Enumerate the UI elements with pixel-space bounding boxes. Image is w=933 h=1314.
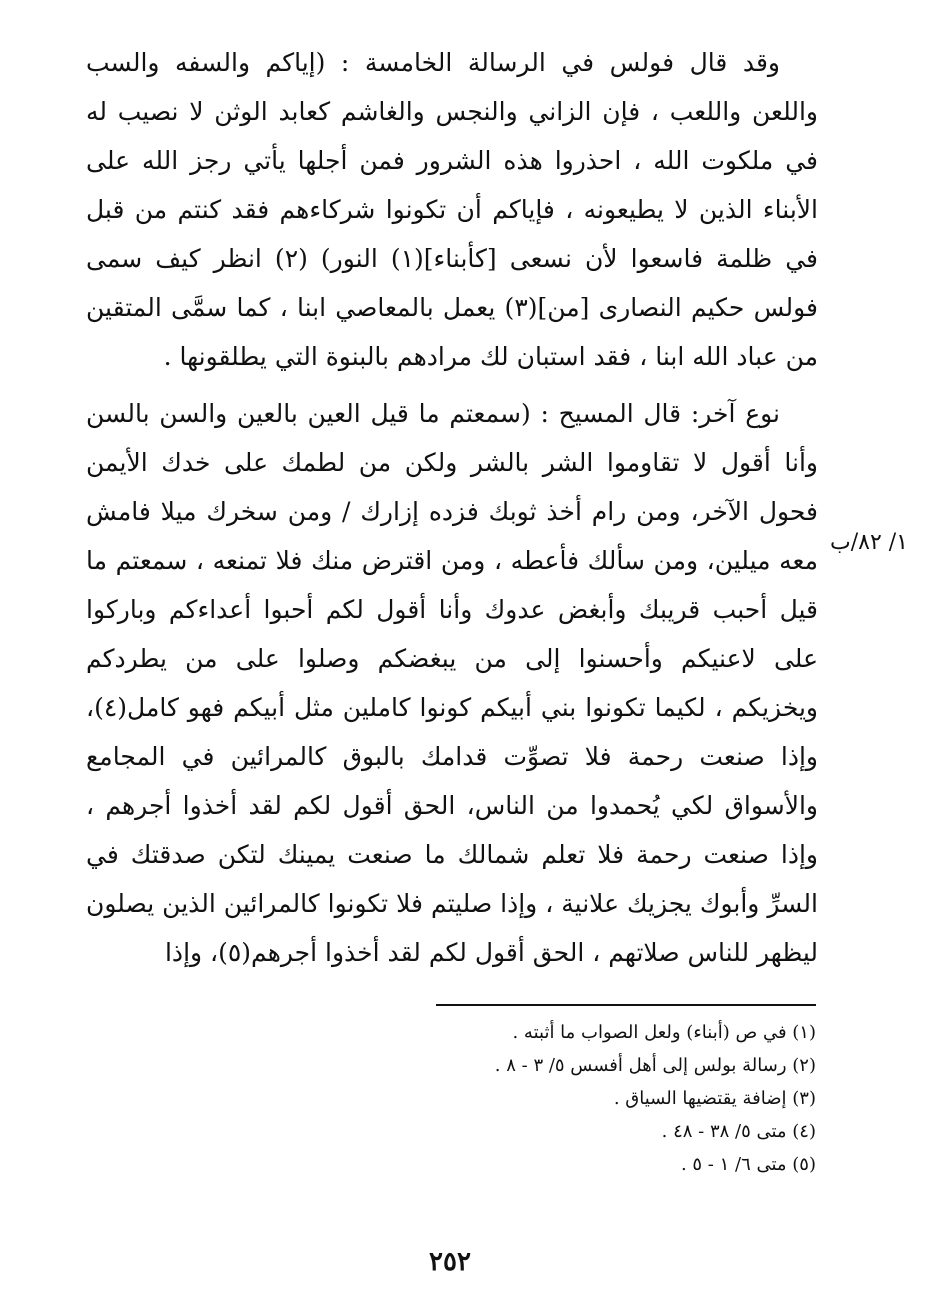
footnote-divider [436, 1004, 816, 1006]
paragraph-1: وقد قال فولس في الرسالة الخامسة : (إياكم والسفه والسب واللعن واللعب ، فإن الزاني والنجس والغاشم كعابد الوثن لا نصيب له في ملكوت الله ، احذروا هذه الشرور فمن أجلها يأتي رجز الله على الأبناء الذين لا يطيعونه ، فإياكم أن تكونوا شركاءهم فقد كنتم من قبل في ظلمة فاسعوا لأن نسعى [كأبناء](١) النور) (٢) انظر كيف سمى فولس حكيم النصارى [من](٣) يعمل بالمعاصي ابنا ، كما سمَّى المتقين من عباد الله ابنا ، فقد استبان لك مرادهم بالبنوة التي يطلقونها . [86, 48, 818, 371]
page-number: ٢٥٢ [429, 1247, 471, 1277]
manuscript-folio-reference: ١/ ٨٢/ب [830, 530, 908, 555]
footnotes-list [300, 1016, 816, 1181]
footnote-5: (٥) متى ٦/ ١ - ٥ . [680, 1154, 816, 1175]
footnote-1: (١) في ص (أبناء) ولعل الصواب ما أثبته . [512, 1022, 816, 1043]
footnote-2: (٢) رسالة بولس إلى أهل أفسس ٥/ ٣ - ٨ . [494, 1055, 816, 1076]
body-text [86, 38, 818, 977]
footnote-3: (٣) إضافة يقتضيها السياق . [613, 1088, 816, 1109]
paragraph-2: نوع آخر: قال المسيح : (سمعتم ما قيل العين بالعين والسن بالسن وأنا أقول لا تقاوموا الشر بالشر ولكن من لطمك على خدك الأيمن فحول الآخر، ومن رام أخذ ثوبك فزده إزارك / ومن سخرك ميلا فامش معه ميلين، ومن سألك فأعطه ، ومن اقترض منك فلا تمنعه ، سمعتم ما قيل أحبب قريبك وأبغض عدوك وأنا أقول لكم أحبوا أعداءكم وباركوا على لاعنيكم وأحسنوا إلى من يبغضكم وصلوا على من يطردكم ويخزيكم ، لكيما تكونوا بني أبيكم كونوا كاملين مثل أبيكم فهو كامل(٤)، وإذا صنعت رحمة فلا تصوِّت قدامك بالبوق كالمرائين في المجامع والأسواق لكي يُحمدوا من الناس، الحق أقول لكم لقد أخذوا أجرهم ، وإذا صنعت رحمة فلا تعلم شمالك ما صنعت يمينك لتكن صدقتك في السرِّ وأبوك يجزيك علانية ، وإذا صليتم فلا تكونوا كالمرائين الذين يصلون ليظهر للناس صلاتهم ، الحق أقول لكم لقد أخذوا أجرهم(٥)، وإذا [86, 399, 818, 967]
footnote-4: (٤) متى ٥/ ٣٨ - ٤٨ . [661, 1121, 816, 1142]
